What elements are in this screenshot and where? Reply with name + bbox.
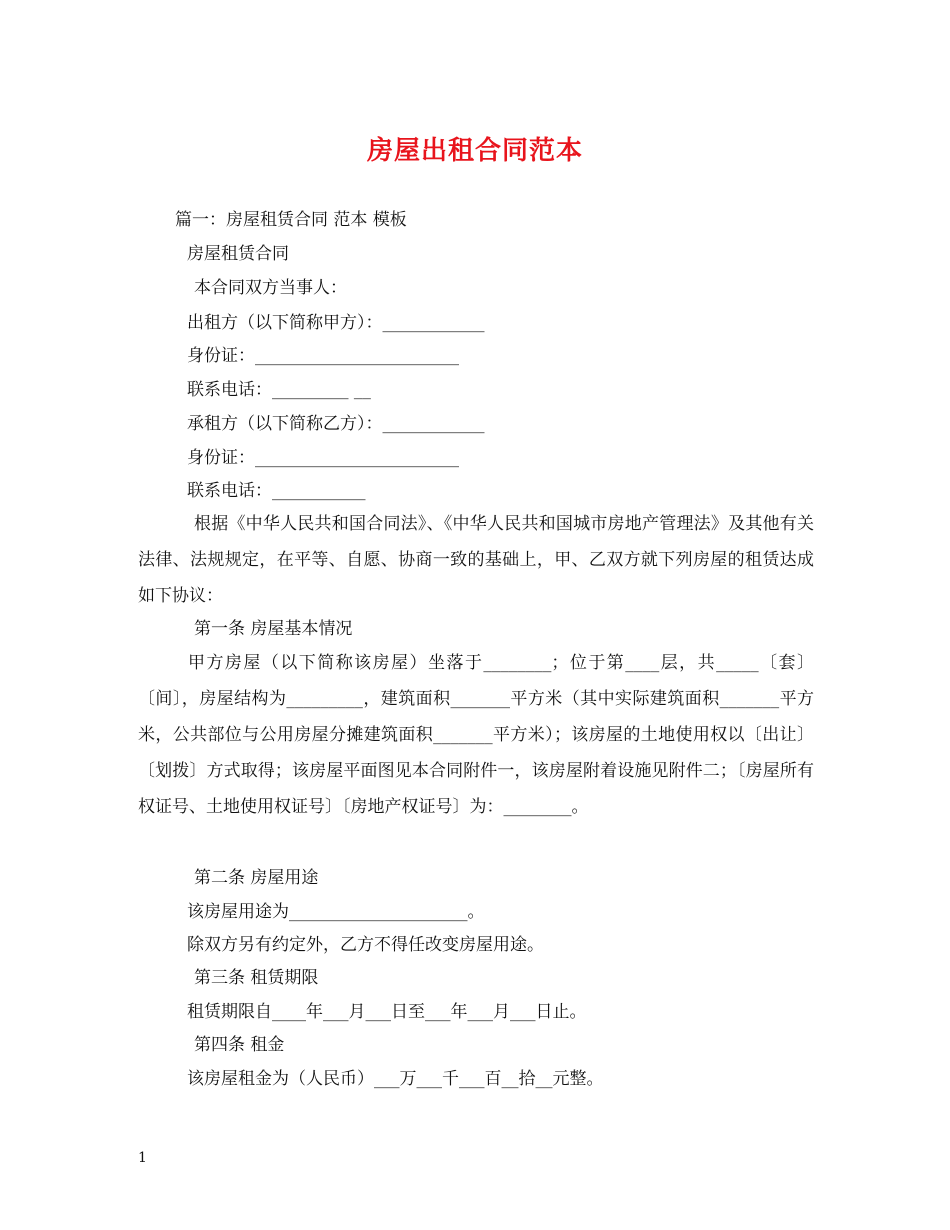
- article-1-heading: 第一条 房屋基本情况: [194, 619, 353, 639]
- parties-heading: 本合同双方当事人：: [194, 278, 347, 298]
- preamble-paragraph: 根据《中华人民共和国合同法》、《中华人民共和国城市房地产管理法》及其他有关法律、法规规定，在平等、自愿、协商一致的基础上，甲、乙双方就下列房屋的租赁达成如下协议：: [138, 514, 814, 606]
- article-3-heading: 第三条 租赁期限: [194, 968, 319, 988]
- article-4-heading: 第四条 租金: [194, 1035, 285, 1055]
- section-heading: 篇一：房屋租赁合同 范本 模板: [175, 210, 407, 230]
- usage-restriction: 除双方另有约定外，乙方不得任改变房屋用途。: [187, 935, 544, 955]
- lessor-id-field: 身份证：________________________: [187, 346, 459, 366]
- document-title: 房屋出租合同范本: [366, 136, 583, 166]
- article-1-paragraph: 甲方房屋（以下简称该房屋）坐落于________；位于第____层，共_____〔套〕〔间〕，房屋结构为_________，建筑面积_______平方米（其中实际建筑面积_______平方米，公共部位与公用房屋分摊建筑面积_______平方米）；该房屋的土地使用权以〔出让〕〔划拨〕方式取得；该房屋平面图见本合同附件一，该房屋附着设施见附件二；〔房屋所有权证号、土地使用权证号〕〔房地产权证号〕为：________。: [138, 653, 814, 817]
- term-field: 租赁期限自____年___月___日至___年___月___日止。: [187, 1002, 587, 1022]
- article-2-heading: 第二条 房屋用途: [194, 868, 319, 888]
- usage-field: 该房屋用途为_____________________。: [187, 902, 485, 922]
- lessee-field: 承租方（以下简称乙方）：____________: [187, 414, 485, 434]
- lessee-id-field: 身份证：________________________: [187, 448, 459, 468]
- contract-name: 房屋租赁合同: [187, 244, 289, 264]
- lessor-field: 出租方（以下简称甲方）：____________: [187, 313, 485, 333]
- rent-field: 该房屋租金为（人民币）___万___千___百__拾__元整。: [187, 1069, 604, 1089]
- lessor-phone-field: 联系电话：_________ __: [187, 380, 371, 400]
- page-number: 1: [138, 1150, 147, 1166]
- lessee-phone-field: 联系电话：___________: [187, 481, 366, 501]
